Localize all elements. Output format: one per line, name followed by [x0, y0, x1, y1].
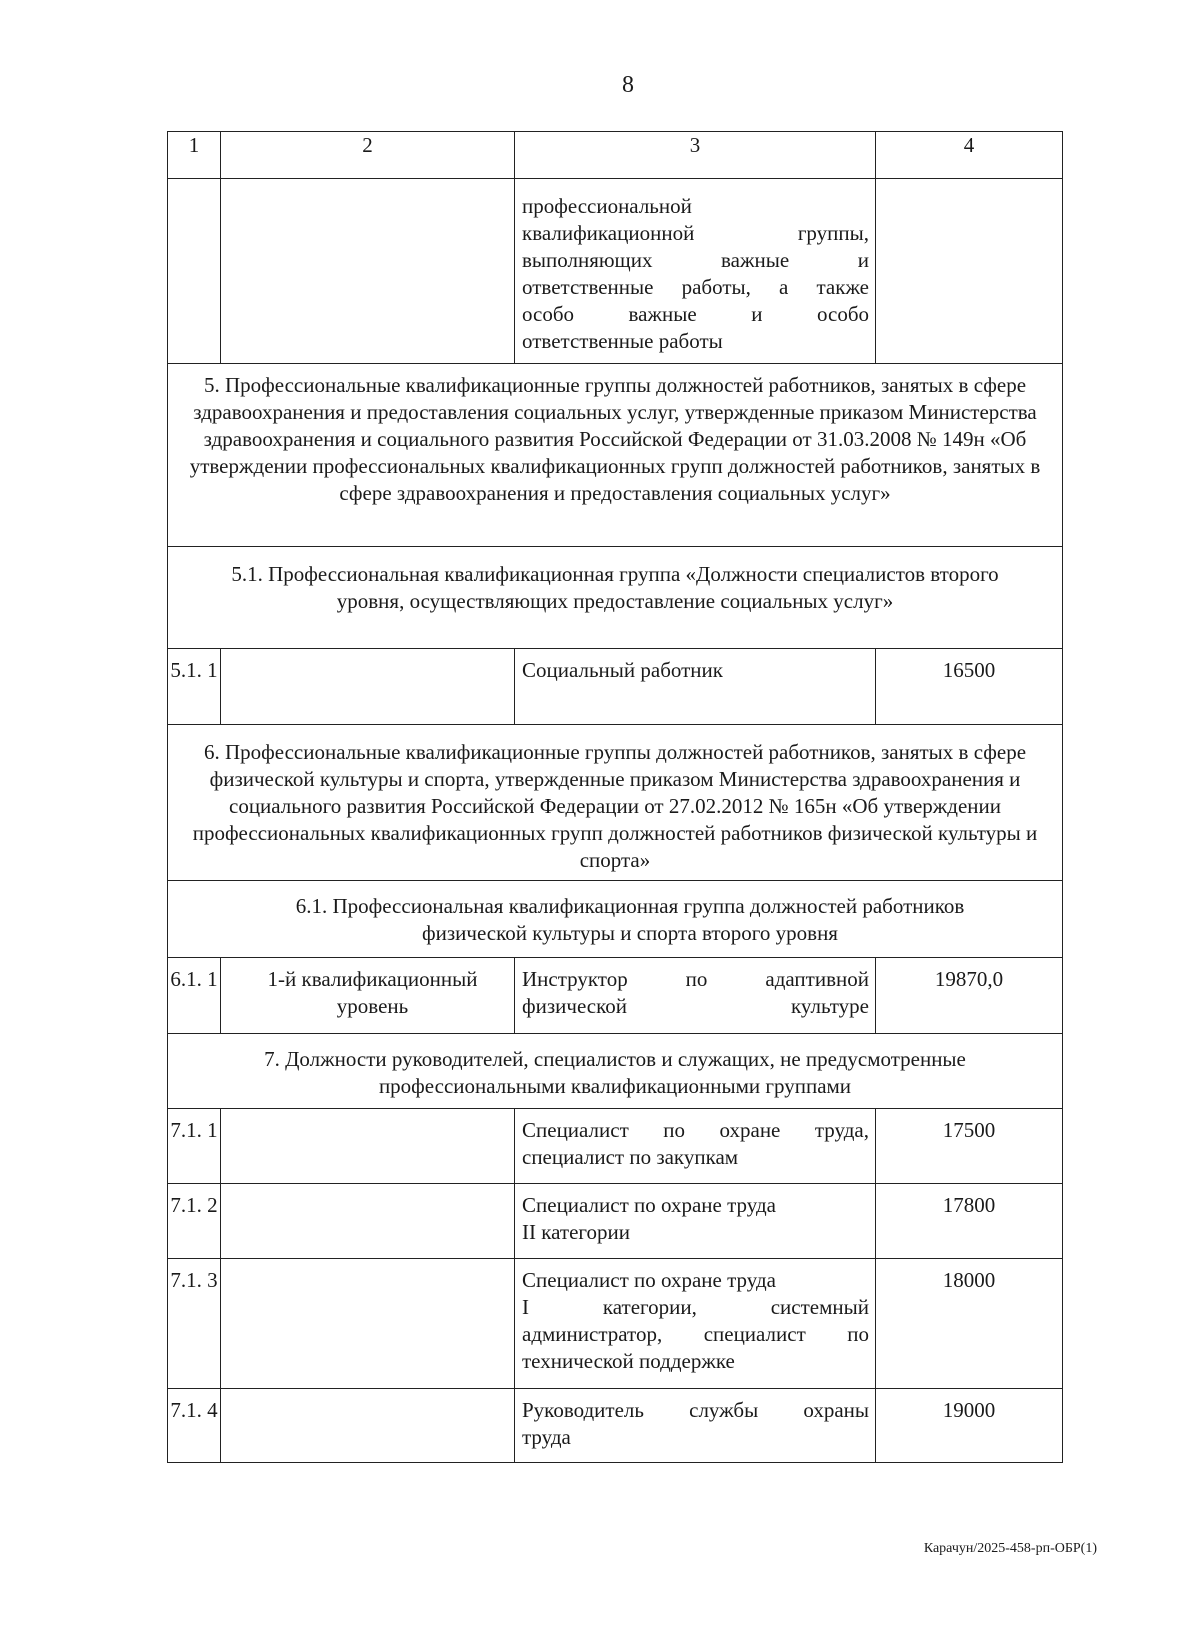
- section-6-1-title: 6.1. Профессиональная квалификационная группа должностей работников физической культуры и спорта второго уровня: [168, 881, 1063, 958]
- section-row: [168, 364, 1063, 547]
- table-row: [168, 958, 1063, 1034]
- section-5-title: 5. Профессиональные квалификационные группы должностей работников, занятых в сфере здравоохранения и предоставления социальных услуг, утвержденные приказом Министерства здравоохранения и социального развития Российской Федерации от 31.03.2008 № 149н «Об утверждении профессиональных квалификационных групп должностей работников, занятых в сфере здравоохранения и предоставления социальных услуг»: [168, 364, 1063, 547]
- table-row: [168, 1259, 1063, 1389]
- row-salary: 19000: [876, 1389, 1063, 1463]
- page-number: 8: [622, 72, 634, 98]
- row-number: 7.1. 3: [168, 1259, 221, 1389]
- row-salary: 17500: [876, 1109, 1063, 1184]
- row-number: 5.1. 1: [168, 649, 221, 725]
- section-row: [168, 1034, 1063, 1109]
- row-number: 7.1. 2: [168, 1184, 221, 1259]
- section-6-title: 6. Профессиональные квалификационные группы должностей работников, занятых в сфере физической культуры и спорта, утвержденные приказом Министерства здравоохранения и социального развития Российской Федерации от 27.02.2012 № 165н «Об утверждении профессиональных квалификационных групп должностей работников физической культуры и спорта»: [168, 725, 1063, 881]
- row-level: [221, 1184, 515, 1259]
- row-position: Специалист по охране труда, специалист по закупкам: [515, 1109, 876, 1184]
- row-position: [515, 179, 876, 364]
- row-position: Руководитель службы охраны труда: [515, 1389, 876, 1463]
- row-position: Специалист по охране труда I категории, системный администратор, специалист по технической поддержке: [515, 1259, 876, 1389]
- row-salary: 16500: [876, 649, 1063, 725]
- row-number: 7.1. 4: [168, 1389, 221, 1463]
- section-7-title: 7. Должности руководителей, специалистов и служащих, не предусмотренные профессиональными квалификационными группами: [168, 1034, 1063, 1109]
- row-level: [221, 649, 515, 725]
- position-line: ответственные работы: [522, 329, 723, 353]
- table-row: [168, 179, 1063, 364]
- table-header-row: [168, 132, 1063, 179]
- row-position: Инструктор по адаптивной физической культуре: [515, 958, 876, 1034]
- table-row: [168, 1109, 1063, 1184]
- row-level: [221, 1259, 515, 1389]
- table-row: [168, 1389, 1063, 1463]
- row-level: [221, 1109, 515, 1184]
- row-number: [168, 179, 221, 364]
- table-row: [168, 649, 1063, 725]
- position-line: ответственные работы, а также: [522, 275, 869, 299]
- table-row: [168, 1184, 1063, 1259]
- row-salary: [876, 179, 1063, 364]
- row-salary: 18000: [876, 1259, 1063, 1389]
- row-number: 7.1. 1: [168, 1109, 221, 1184]
- header-col-3: 3: [515, 132, 876, 179]
- header-col-4: 4: [876, 132, 1063, 179]
- row-position: Социальный работник: [515, 649, 876, 725]
- salary-table: [167, 131, 1063, 1463]
- row-level: 1-й квалификационный уровень: [221, 958, 515, 1034]
- section-row: [168, 725, 1063, 881]
- row-level: [221, 1389, 515, 1463]
- row-number: 6.1. 1: [168, 958, 221, 1034]
- position-line: особо важные и особо: [522, 302, 869, 326]
- header-col-1: 1: [168, 132, 221, 179]
- row-salary: 19870,0: [876, 958, 1063, 1034]
- position-line: профессиональной: [522, 194, 692, 218]
- section-row: [168, 881, 1063, 958]
- row-salary: 17800: [876, 1184, 1063, 1259]
- section-5-1-title: 5.1. Профессиональная квалификационная группа «Должности специалистов второго уровня, осуществляющих предоставление социальных услуг»: [168, 547, 1063, 649]
- position-line: квалификационной группы,: [522, 221, 869, 245]
- document-footer-code: Карачун/2025-458-рп-ОБР(1): [923, 1541, 1097, 1556]
- row-level: [221, 179, 515, 364]
- section-row: [168, 547, 1063, 649]
- row-position: Специалист по охране труда II категории: [515, 1184, 876, 1259]
- header-col-2: 2: [221, 132, 515, 179]
- position-line: выполняющих важные и: [522, 248, 869, 272]
